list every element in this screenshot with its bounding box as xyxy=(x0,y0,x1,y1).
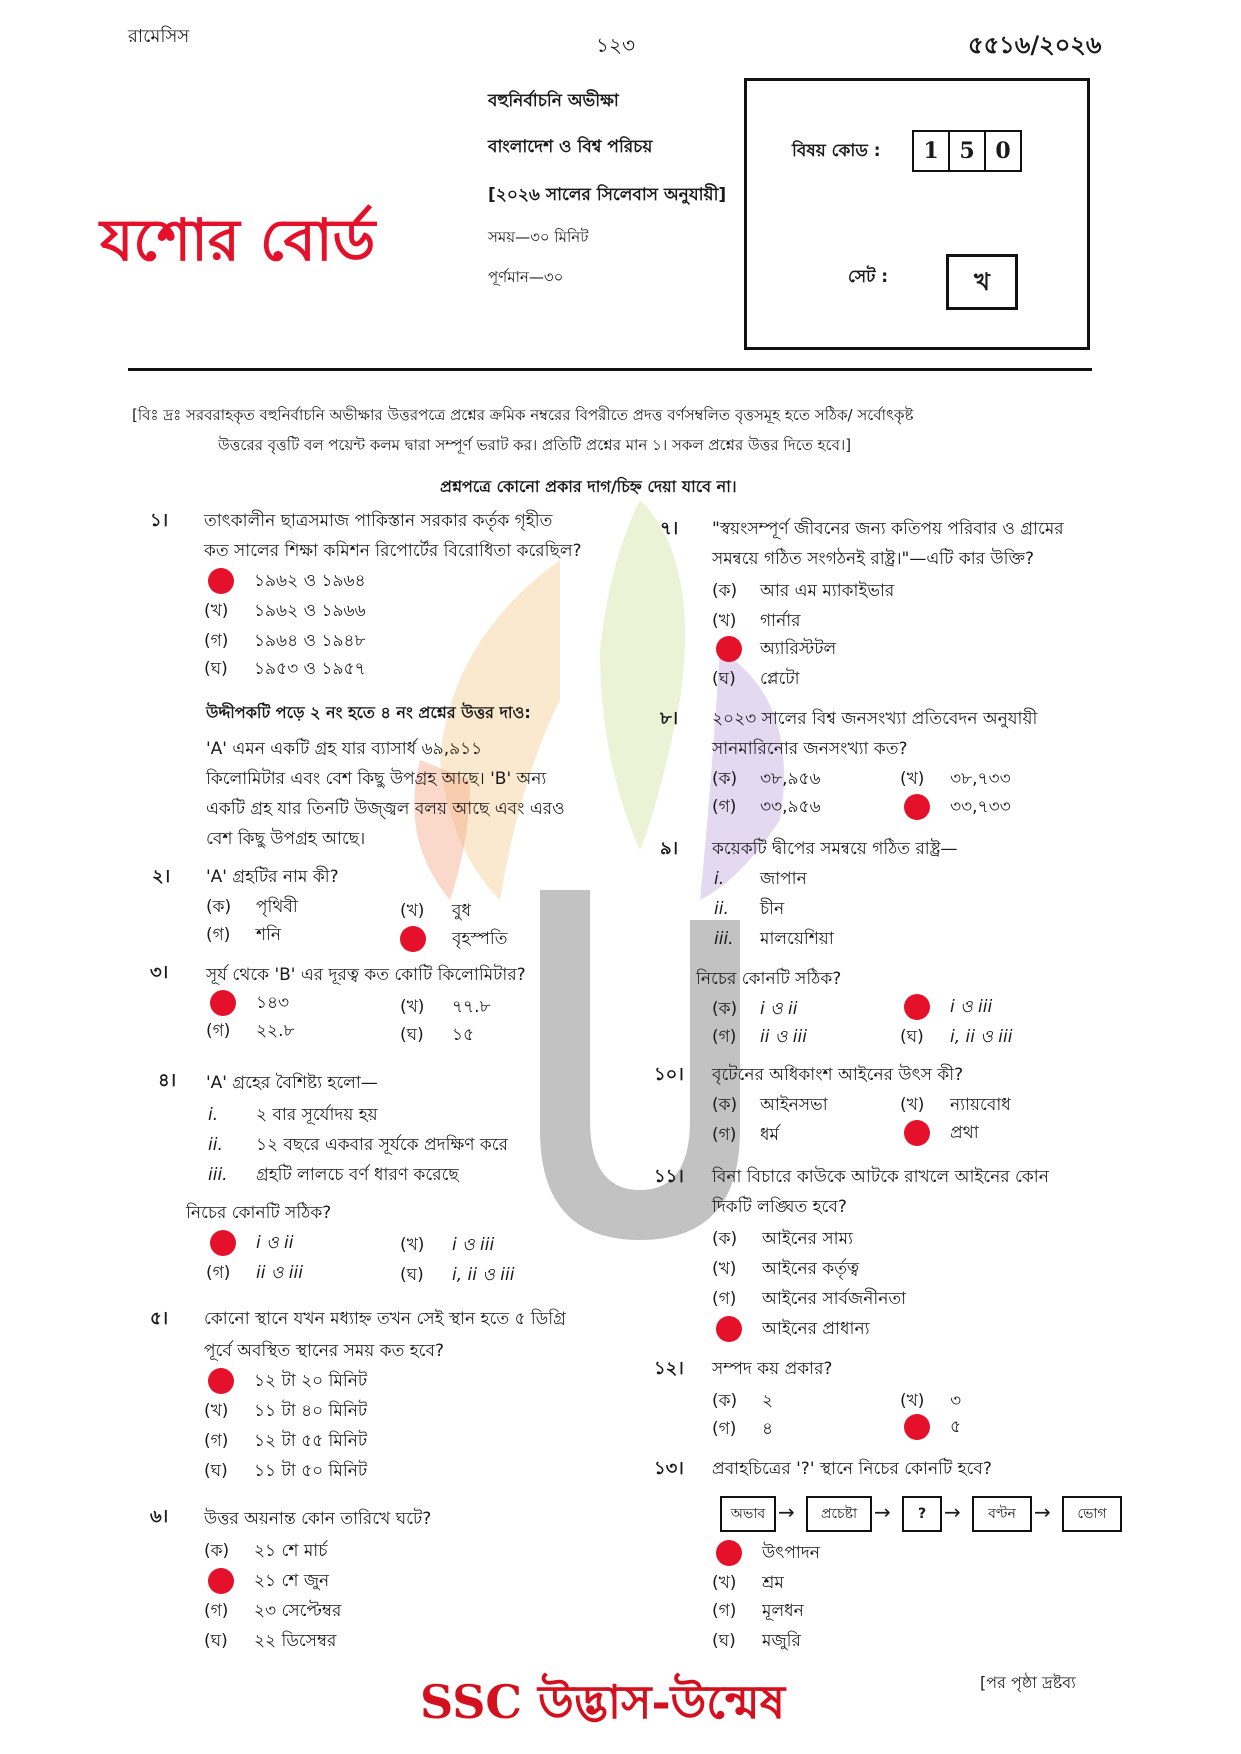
option-text: ন্যায়বোধ xyxy=(950,1095,1011,1115)
set-label: সেট : xyxy=(848,267,889,287)
subject-name: বাংলাদেশ ও বিশ্ব পরিচয় xyxy=(488,137,653,157)
option-label: (গ) xyxy=(712,1601,737,1621)
option-text: ১৪৩ xyxy=(256,993,290,1013)
page-number: ১২৩ xyxy=(596,33,635,57)
option-text: ii ও iii xyxy=(256,1263,303,1283)
option-text: ৩৮,৭৩৩ xyxy=(950,769,1011,789)
option-label: (গ) xyxy=(204,1431,229,1451)
option-label: (ক) xyxy=(206,897,232,917)
option-label: (ঘ) xyxy=(900,1027,924,1047)
answer-mark xyxy=(208,1368,234,1394)
question-text: 'A' গ্রহের বৈশিষ্ট্য হলো— xyxy=(206,1073,378,1093)
option-text: আইনের প্রাধান্য xyxy=(762,1319,870,1339)
question-number: ২। xyxy=(152,866,171,887)
option-label: (ক) xyxy=(712,1391,738,1411)
question-number: ৯। xyxy=(660,838,679,859)
option-label: (খ) xyxy=(712,1573,737,1593)
option-text: i, ii ও iii xyxy=(950,1027,1013,1047)
statement-text: ২ বার সূর্যোদয় হয় xyxy=(256,1105,378,1125)
question-number: ৬। xyxy=(150,1506,169,1527)
option-label: (গ) xyxy=(206,1263,231,1283)
option-text: i ও iii xyxy=(452,1235,495,1255)
question-text: পূর্বে অবস্থিত স্থানের সময় কত হবে? xyxy=(204,1341,444,1361)
stimulus-text: 'A' এমন একটি গ্রহ যার ব্যাসার্ধ ৬৯,৯১১ xyxy=(206,739,483,759)
option-label: (ঘ) xyxy=(204,659,228,679)
question-number: ১০। xyxy=(654,1064,684,1085)
statement-label: ii. xyxy=(714,899,729,919)
option-text: i ও ii xyxy=(760,999,798,1019)
option-label: (ঘ) xyxy=(400,1025,424,1045)
option-text: ১৯৫৩ ও ১৯৫৭ xyxy=(254,659,366,679)
exam-time: সময়—৩০ মিনিট xyxy=(488,228,589,246)
option-text: i, ii ও iii xyxy=(452,1265,515,1285)
question-text: কোনো স্থানে যখন মধ্যাহ্ন তখন সেই স্থান হতে ৫ ডিগ্রি xyxy=(204,1309,566,1329)
subject-code-box xyxy=(744,78,1090,350)
arrow-right-icon: → xyxy=(778,1500,795,1524)
option-label: (গ) xyxy=(712,797,737,817)
question-number: ১। xyxy=(150,510,169,531)
option-label: (খ) xyxy=(204,1401,229,1421)
answer-mark xyxy=(716,1316,742,1342)
stimulus-text: কিলোমিটার এবং বেশ কিছু উপগ্রহ আছে। 'B' অন্য xyxy=(206,769,547,789)
option-label: (গ) xyxy=(204,631,229,651)
option-label: (ঘ) xyxy=(712,669,736,689)
statement-label: iii. xyxy=(714,929,734,949)
option-label: (ঘ) xyxy=(400,1265,424,1285)
option-text: পৃথিবী xyxy=(256,897,298,917)
question-text: উত্তর অয়নান্ত কোন তারিখে ঘটে? xyxy=(204,1509,432,1529)
option-text: i ও ii xyxy=(256,1233,294,1253)
answer-mark xyxy=(210,1230,236,1256)
option-label: (খ) xyxy=(400,901,425,921)
board-title: যশোর বোর্ড xyxy=(100,206,376,274)
header-divider xyxy=(128,368,1092,371)
option-text: মূলধন xyxy=(762,1601,804,1621)
option-text: ২১ শে মার্চ xyxy=(254,1541,328,1561)
answer-mark xyxy=(208,568,234,594)
option-label: (ক) xyxy=(712,769,738,789)
question-text: বিনা বিচারে কাউকে আটকে রাখলে আইনের কোন xyxy=(712,1167,1049,1187)
option-text: বুধ xyxy=(452,901,471,921)
flow-step: বণ্টন xyxy=(972,1496,1032,1532)
option-label: (গ) xyxy=(712,1289,737,1309)
option-label: (গ) xyxy=(206,1021,231,1041)
option-text: ১৯৬৪ ও ১৯৪৮ xyxy=(254,631,366,651)
answer-mark xyxy=(210,990,236,1016)
question-text: 'A' গ্রহটির নাম কী? xyxy=(206,867,339,887)
option-text: ২৩ সেপ্টেম্বর xyxy=(254,1601,342,1621)
statement-text: গ্রহটি লালচে বর্ণ ধারণ করেছে xyxy=(256,1165,459,1185)
statement-label: i. xyxy=(208,1105,219,1125)
option-text: ২১ শে জুন xyxy=(254,1571,330,1591)
question-number: ১২। xyxy=(654,1358,684,1379)
footer-brand: SSC উদ্ভাস-উন্মেষ xyxy=(420,1675,786,1729)
option-label: (ক) xyxy=(712,1095,738,1115)
option-text: ২২ ডিসেম্বর xyxy=(254,1631,337,1651)
statement-label: i. xyxy=(714,869,725,889)
question-text: কত সালের শিক্ষা কমিশন রিপোর্টের বিরোধিতা করেছিল? xyxy=(204,541,582,561)
arrow-right-icon: → xyxy=(1034,1500,1051,1524)
arrow-right-icon: → xyxy=(944,1500,961,1524)
question-text: কয়েকটি দ্বীপের সমন্বয়ে গঠিত রাষ্ট্র— xyxy=(712,839,958,859)
statement-text: জাপান xyxy=(760,869,807,889)
option-text: ৩৩,৭৩৩ xyxy=(950,797,1011,817)
question-text: "স্বয়ংসম্পূর্ণ জীবনের জন্য কতিপয় পরিবার ও গ্রামের xyxy=(712,519,1064,539)
option-text: ২২.৮ xyxy=(256,1021,295,1041)
option-label: (গ) xyxy=(712,1125,737,1145)
option-text: ৩ xyxy=(950,1391,962,1411)
option-label: (ক) xyxy=(204,1541,230,1561)
option-label: (খ) xyxy=(400,1235,425,1255)
option-label: (খ) xyxy=(900,769,925,789)
question-number: ৫। xyxy=(150,1308,169,1329)
option-text: ১২ টা ৫৫ মিনিট xyxy=(254,1431,368,1451)
stimulus-text: বেশ কিছু উপগ্রহ আছে। xyxy=(206,829,366,849)
question-text: সানমারিনোর জনসংখ্যা কত? xyxy=(712,739,908,759)
option-label: (খ) xyxy=(400,997,425,1017)
exam-type: বহুনির্বাচনি অভীক্ষা xyxy=(488,91,619,111)
question-text: ২০২৩ সালের বিশ্ব জনসংখ্যা প্রতিবেদন অনুযায়ী xyxy=(712,709,1038,729)
answer-mark xyxy=(904,1414,930,1440)
option-text: ii ও iii xyxy=(760,1027,807,1047)
flow-step: অভাব xyxy=(720,1496,776,1532)
subject-code-digit: 0 xyxy=(984,130,1022,172)
option-label: (খ) xyxy=(712,1259,737,1279)
option-text: শনি xyxy=(256,925,282,945)
answer-mark xyxy=(208,1568,234,1594)
option-text: ১৯৬২ ও ১৯৬৬ xyxy=(254,601,366,621)
option-text: বৃহস্পতি xyxy=(452,929,508,949)
option-text: উৎপাদন xyxy=(762,1543,820,1563)
statement-text: ১২ বছরে একবার সূর্যকে প্রদক্ষিণ করে xyxy=(256,1135,508,1155)
syllabus-note: [২০২৬ সালের সিলেবাস অনুযায়ী] xyxy=(488,185,727,205)
option-text: আইনের কর্তৃত্ব xyxy=(762,1259,860,1279)
arrow-right-icon: → xyxy=(874,1500,891,1524)
option-text: প্লেটো xyxy=(760,669,800,689)
question-text: দিকটি লঙ্ঘিত হবে? xyxy=(712,1197,847,1217)
question-text: সম্পদ কয় প্রকার? xyxy=(712,1359,833,1379)
question-number: ১১। xyxy=(654,1166,684,1187)
option-text: i ও iii xyxy=(950,997,993,1017)
instructions-line2: উত্তরের বৃত্তটি বল পয়েন্ট কলম দ্বারা সম্পূর্ণ ভরাট কর। প্রতিটি প্রশ্নের মান ১। সকল প্রশ্নের উত্তর দিতে হবে।] xyxy=(218,436,852,454)
question-ask: নিচের কোনটি সঠিক? xyxy=(186,1203,332,1223)
publisher-name: রামেসিস xyxy=(128,26,190,47)
option-text: ৪ xyxy=(762,1419,774,1439)
option-text: শ্রম xyxy=(762,1573,784,1593)
answer-mark xyxy=(904,794,930,820)
option-label: (গ) xyxy=(712,1027,737,1047)
question-text: সমন্বয়ে গঠিত সংগঠনই রাষ্ট্র।"—এটি কার উক্তি? xyxy=(712,549,1035,569)
option-text: আর এম ম্যাকাইভার xyxy=(760,581,895,601)
exam-code: ৫৫১৬/২০২৬ xyxy=(968,31,1102,59)
question-text: সূর্য থেকে 'B' এর দূরত্ব কত কোটি কিলোমিটার? xyxy=(206,965,526,985)
option-text: ১২ টা ২০ মিনিট xyxy=(254,1371,368,1391)
answer-mark xyxy=(904,994,930,1020)
answer-mark xyxy=(400,926,426,952)
statement-text: চীন xyxy=(760,899,785,919)
option-label: (ঘ) xyxy=(712,1631,736,1651)
option-label: (ক) xyxy=(712,581,738,601)
subject-code-digit: 5 xyxy=(948,130,986,172)
option-text: ৩৩,৯৫৬ xyxy=(760,797,821,817)
statement-label: ii. xyxy=(208,1135,223,1155)
subject-code-digit: 1 xyxy=(912,130,950,172)
option-text: ১৫ xyxy=(452,1025,475,1045)
question-number: ৮। xyxy=(660,708,679,729)
option-label: (ঘ) xyxy=(204,1461,228,1481)
option-text: মজুরি xyxy=(762,1631,801,1651)
option-label: (খ) xyxy=(900,1391,925,1411)
option-text: প্রথা xyxy=(950,1123,979,1143)
flow-step: প্রচেষ্টা xyxy=(806,1496,872,1532)
no-marks-warning: প্রশ্নপত্রে কোনো প্রকার দাগ/চিহ্ন দেয়া যাবে না। xyxy=(440,477,737,496)
subject-code-label: বিষয় কোড : xyxy=(792,141,881,161)
question-number: ৩। xyxy=(150,962,169,983)
option-label: (গ) xyxy=(206,925,231,945)
option-text: ১১ টা ৪০ মিনিট xyxy=(254,1401,368,1421)
option-label: (ঘ) xyxy=(204,1631,228,1651)
full-marks: পূর্ণমান—৩০ xyxy=(488,268,564,286)
instructions-line1: [বিঃ দ্রঃ সরবরাহকৃত বহুনির্বাচনি অভীক্ষার উত্তরপত্রে প্রশ্নের ক্রমিক নম্বরের বিপরীতে প্রদত্ত বর্ণসম্বলিত বৃত্তসমূহ হতে সঠিক/ সর্বোৎকৃষ্ট xyxy=(132,406,914,424)
option-text: ৫ xyxy=(950,1417,962,1437)
statement-text: মালয়েশিয়া xyxy=(760,929,834,949)
option-label: (খ) xyxy=(712,611,737,631)
answer-mark xyxy=(904,1120,930,1146)
question-text: প্রবাহচিত্রের '?' স্থানে নিচের কোনটি হবে? xyxy=(712,1459,992,1479)
option-label: (খ) xyxy=(204,601,229,621)
option-text: ৩৮,৯৫৬ xyxy=(760,769,821,789)
answer-mark xyxy=(716,636,742,662)
option-text: ১১ টা ৫০ মিনিট xyxy=(254,1461,368,1481)
question-ask: নিচের কোনটি সঠিক? xyxy=(696,969,842,989)
flow-step: ভোগ xyxy=(1062,1496,1122,1532)
option-text: গার্নার xyxy=(760,611,801,631)
question-number: ৭। xyxy=(660,518,679,539)
statement-label: iii. xyxy=(208,1165,228,1185)
next-page-note: [পর পৃষ্ঠা দ্রষ্টব্য xyxy=(980,1673,1076,1692)
stimulus-text: একটি গ্রহ যার তিনটি উজ্জ্বল বলয় আছে এবং এরও xyxy=(206,799,565,819)
set-value: খ xyxy=(946,254,1018,310)
option-text: ৭৭.৮ xyxy=(452,997,491,1017)
option-text: অ্যারিস্টটল xyxy=(760,639,837,659)
question-number: ৪। xyxy=(158,1070,177,1091)
flow-step: ? xyxy=(902,1496,942,1532)
question-text: তাৎকালীন ছাত্রসমাজ পাকিস্তান সরকার কর্তৃক গৃহীত xyxy=(204,511,553,531)
stimulus-intro: উদ্দীপকটি পড়ে ২ নং হতে ৪ নং প্রশ্নের উত্তর দাও: xyxy=(206,703,531,722)
option-text: আইনের সাম্য xyxy=(762,1229,853,1249)
option-text: ২ xyxy=(762,1391,774,1411)
option-text: ধর্ম xyxy=(760,1125,779,1145)
option-label: (গ) xyxy=(712,1419,737,1439)
answer-mark xyxy=(716,1540,742,1566)
option-label: (ক) xyxy=(712,1229,738,1249)
option-label: (খ) xyxy=(900,1095,925,1115)
option-text: ১৯৬২ ও ১৯৬৪ xyxy=(254,571,366,591)
option-text: আইনসভা xyxy=(760,1095,828,1115)
option-text: আইনের সার্বজনীনতা xyxy=(762,1289,907,1309)
option-label: (গ) xyxy=(204,1601,229,1621)
option-label: (ক) xyxy=(712,999,738,1019)
question-number: ১৩। xyxy=(654,1458,684,1479)
question-text: বৃটেনের অধিকাংশ আইনের উৎস কী? xyxy=(712,1065,964,1085)
